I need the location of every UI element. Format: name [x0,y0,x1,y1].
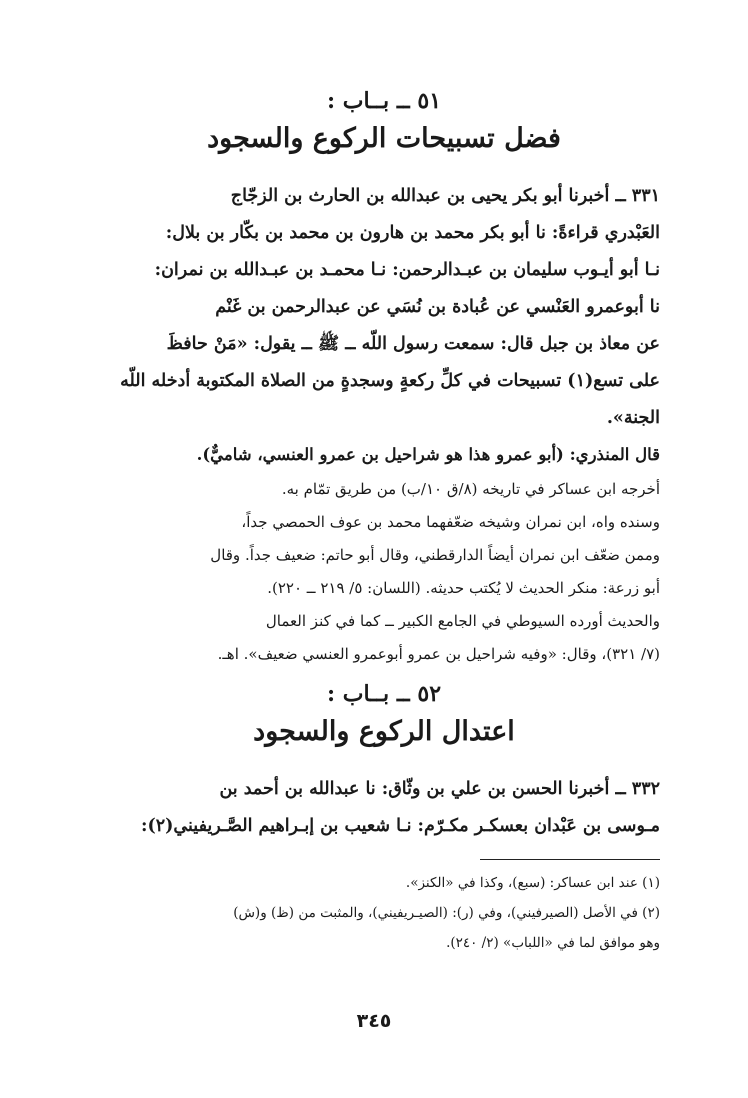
hadith-line: العَبْدري قراءةً: نا أبو بكر محمد بن هارون بن محمد بن بكّار بن بلال: [165,223,660,243]
suyuti-line: (٧/ ٣٢١)، وقال: «وفيه شراحيل بن عمرو أبوعمرو العنسي ضعيف». اهـ. [217,645,660,663]
footnote-divider [480,859,660,860]
footnote: (١) عند ابن عساكر: (سبع)، وكذا في «الكنز». [405,875,660,891]
footnote: وهو موافق لما في «اللباب» (٢/ ٢٤٠). [446,935,660,951]
page-body [108,84,660,958]
hadith-line: مـوسى بن عَبْدان بعسكـر مكـرّم: نـا شعيب بن إبـراهيم الصَّـريفيني(٢): [140,816,660,836]
hadith-line: ٣٣١ ــ أخبرنا أبو بكر يحيى بن عبدالله بن الحارث بن الزجّاج [230,186,660,206]
hadith-332-isnad [108,771,660,845]
chapter-title: اعتدال الركوع والسجود [253,716,515,747]
mundhiri-comment: قال المنذري: (أبو عمرو هذا هو شراحيل بن عمرو العنسي، شاميٌّ). [196,445,660,464]
footnote: (٢) في الأصل (الصيرفيني)، وفي (ر): (الصيـريفيني)، والمثبت من (ظ) و(ش) [233,905,660,921]
chapter-number: ٥٢ ــ بــاب : [326,681,442,707]
page-number: ٣٤٥ [356,1010,392,1032]
sanad-line: وممن ضعّف ابن نمران أيضاً الدارقطني، وقال أبو حاتم: ضعيف جداً. وقال [210,546,660,564]
suyuti-line: والحديث أورده السيوطي في الجامع الكبير ــ كما في كنز العمال [265,612,660,630]
hadith-line: نا أبوعمرو العَنْسي عن عُبادة بن نُسَي عن عبدالرحمن بن غَنْم [215,297,660,317]
hadith-line: ٣٣٢ ــ أخبرنا الحسن بن علي بن وثّاق: نا عبدالله بن أحمد بن [219,779,660,799]
hadith-line: نـا أبو أيـوب سليمان بن عبـدالرحمن: نـا محمـد بن عبـدالله بن نمران: [154,260,660,280]
hadith-331-text [108,326,660,437]
hadith-line: الجنة». [606,408,660,428]
hadith-331-isnad [108,178,660,326]
chapter-number: ٥١ ــ بــاب : [326,88,442,114]
hadith-line: عن معاذ بن جبل قال: سمعت رسول اللّه ــ ﷺ ــ يقول: «مَنْ حافظَ [166,334,660,354]
hadith-line: على تسع(١) تسبيحات في كلِّ ركعةٍ وسجدةٍ من الصلاة المكتوبة أدخله اللّه [120,371,660,391]
footnotes [108,868,660,958]
sanad-line: وسنده واه، ابن نمران وشيخه ضعّفهما محمد بن عوف الحمصي جداً، [241,513,660,531]
sanad-line: أبو زرعة: منكر الحديث لا يُكتب حديثه. (اللسان: ٥/ ٢١٩ ــ ٢٢٠). [267,579,660,597]
takhrij-section [108,473,660,671]
chapter-title: فضل تسبيحات الركوع والسجود [207,123,561,154]
takhrij-line: أخرجه ابن عساكر في تاريخه (٨/ق ١٠/ب) من طريق تمّام به. [281,480,660,498]
